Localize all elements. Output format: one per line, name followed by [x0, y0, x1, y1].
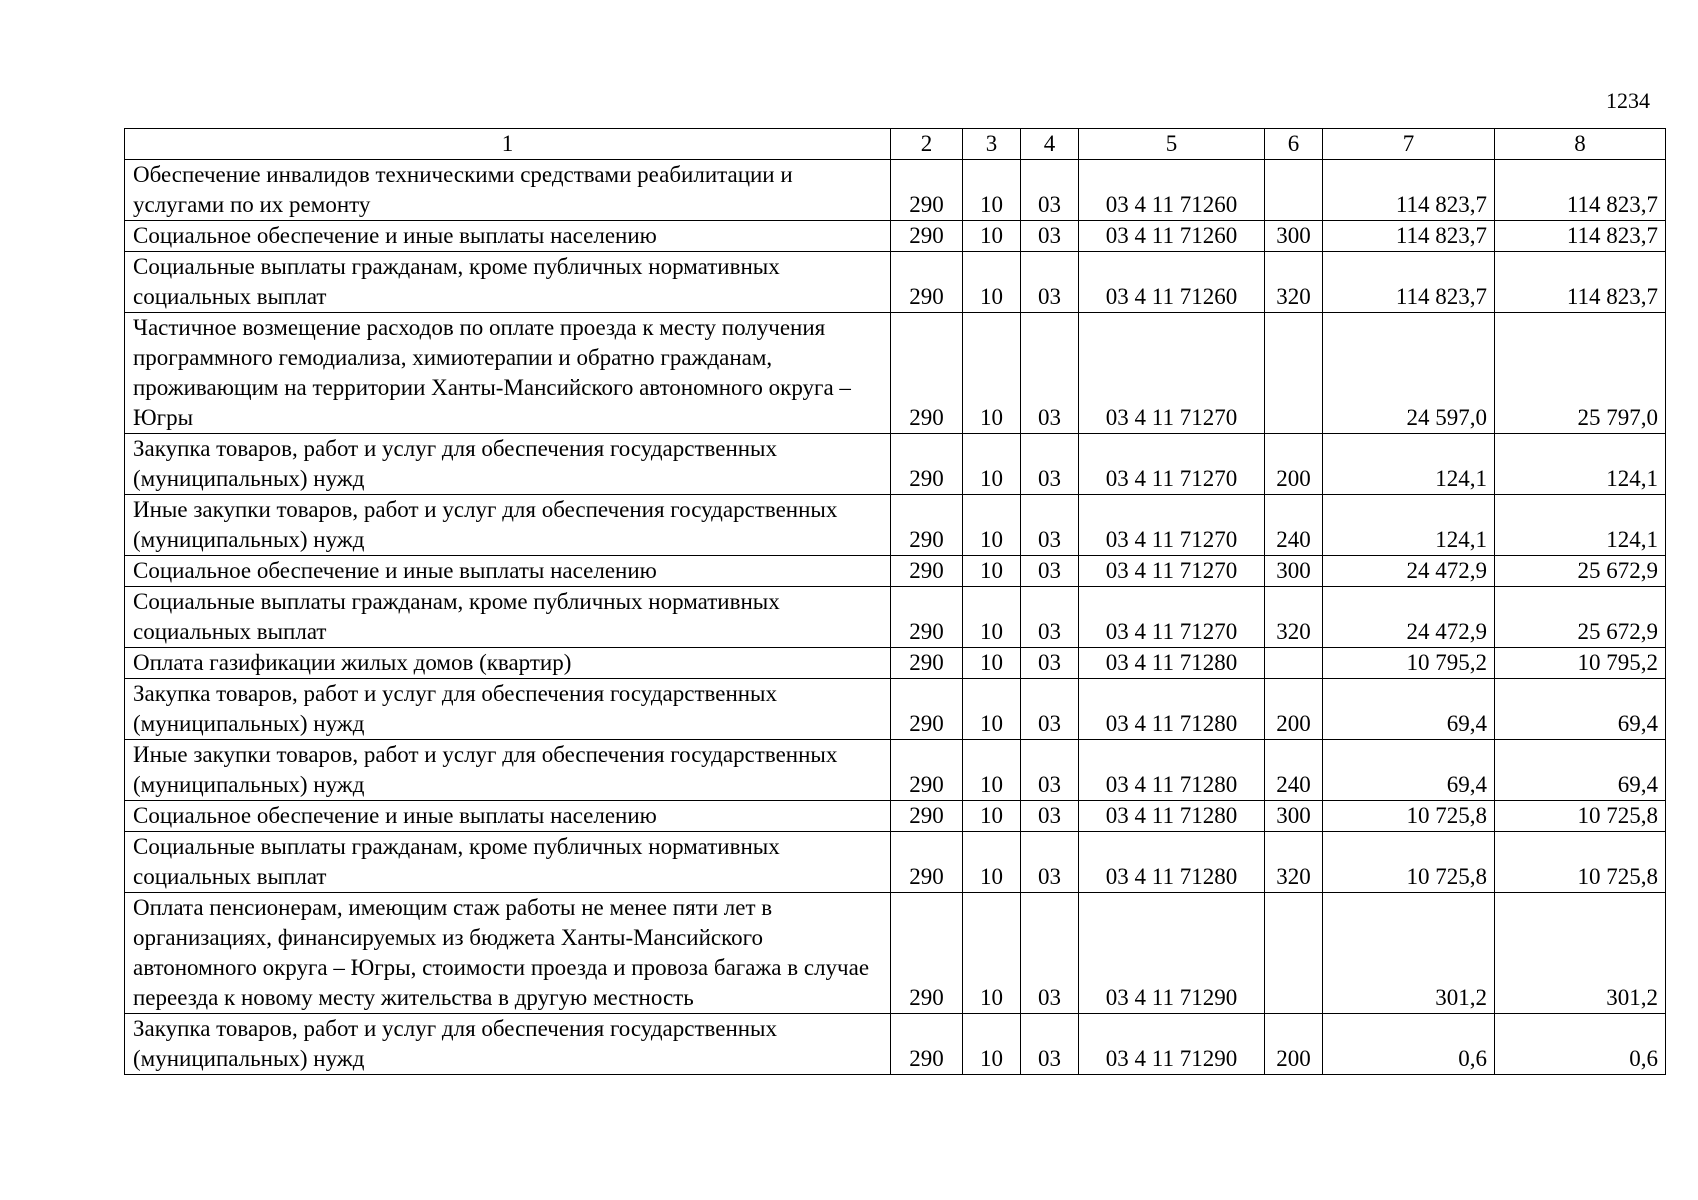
- amount-year-1: 124,1: [1323, 495, 1495, 556]
- column-header: 2: [891, 129, 963, 160]
- code-section: 10: [963, 434, 1021, 495]
- code-admin: 290: [891, 679, 963, 740]
- row-name: Иные закупки товаров, работ и услуг для обеспечения государственных (муниципальных) нужд: [125, 495, 891, 556]
- amount-year-2: 124,1: [1495, 434, 1666, 495]
- code-admin: 290: [891, 1014, 963, 1075]
- row-name: Оплата пенсионерам, имеющим стаж работы не менее пяти лет в организациях, финансируемых из бюджета Ханты-Мансийского автономного округа – Югры, стоимости проезда и провоза багажа в случае переезда к новому месту жительства в другую местность: [125, 893, 891, 1014]
- code-section: 10: [963, 556, 1021, 587]
- code-section: 10: [963, 648, 1021, 679]
- table-body: [125, 160, 1666, 1075]
- table-row: [125, 832, 1666, 893]
- amount-year-1: 24 597,0: [1323, 313, 1495, 434]
- table-header-row: [125, 129, 1666, 160]
- code-expense-type: [1265, 893, 1323, 1014]
- code-target: 03 4 11 71270: [1079, 313, 1265, 434]
- code-admin: 290: [891, 556, 963, 587]
- amount-year-1: 24 472,9: [1323, 556, 1495, 587]
- code-target: 03 4 11 71280: [1079, 648, 1265, 679]
- row-name: Социальные выплаты гражданам, кроме публичных нормативных социальных выплат: [125, 832, 891, 893]
- code-section: 10: [963, 832, 1021, 893]
- column-header: 1: [125, 129, 891, 160]
- row-name: Частичное возмещение расходов по оплате проезда к месту получения программного гемодиализа, химиотерапии и обратно гражданам, проживающим на территории Ханты-Мансийского автономного округа – Югры: [125, 313, 891, 434]
- code-subsection: 03: [1021, 252, 1079, 313]
- amount-year-1: 24 472,9: [1323, 587, 1495, 648]
- amount-year-1: 0,6: [1323, 1014, 1495, 1075]
- code-subsection: 03: [1021, 556, 1079, 587]
- row-name: Закупка товаров, работ и услуг для обеспечения государственных (муниципальных) нужд: [125, 434, 891, 495]
- page-number: 1234: [1606, 88, 1650, 113]
- code-admin: 290: [891, 587, 963, 648]
- code-subsection: 03: [1021, 587, 1079, 648]
- amount-year-2: 0,6: [1495, 1014, 1666, 1075]
- table-row: [125, 556, 1666, 587]
- code-section: 10: [963, 893, 1021, 1014]
- row-name: Социальное обеспечение и иные выплаты населению: [125, 556, 891, 587]
- code-expense-type: 200: [1265, 1014, 1323, 1075]
- code-subsection: 03: [1021, 740, 1079, 801]
- code-admin: 290: [891, 893, 963, 1014]
- code-expense-type: [1265, 313, 1323, 434]
- code-expense-type: 300: [1265, 221, 1323, 252]
- table-row: [125, 434, 1666, 495]
- amount-year-2: 114 823,7: [1495, 221, 1666, 252]
- table-row: [125, 313, 1666, 434]
- code-section: 10: [963, 679, 1021, 740]
- column-header: 7: [1323, 129, 1495, 160]
- table-row: [125, 160, 1666, 221]
- row-name: Социальные выплаты гражданам, кроме публичных нормативных социальных выплат: [125, 587, 891, 648]
- amount-year-2: 301,2: [1495, 893, 1666, 1014]
- amount-year-1: 114 823,7: [1323, 160, 1495, 221]
- amount-year-1: 124,1: [1323, 434, 1495, 495]
- table-row: [125, 679, 1666, 740]
- row-name: Социальное обеспечение и иные выплаты населению: [125, 801, 891, 832]
- code-section: 10: [963, 740, 1021, 801]
- amount-year-2: 25 672,9: [1495, 556, 1666, 587]
- code-target: 03 4 11 71270: [1079, 434, 1265, 495]
- amount-year-2: 114 823,7: [1495, 252, 1666, 313]
- amount-year-2: 10 795,2: [1495, 648, 1666, 679]
- code-section: 10: [963, 313, 1021, 434]
- code-target: 03 4 11 71290: [1079, 1014, 1265, 1075]
- table-row: [125, 221, 1666, 252]
- amount-year-1: 69,4: [1323, 679, 1495, 740]
- column-header: 4: [1021, 129, 1079, 160]
- table-row: [125, 495, 1666, 556]
- code-section: 10: [963, 587, 1021, 648]
- code-section: 10: [963, 801, 1021, 832]
- amount-year-2: 114 823,7: [1495, 160, 1666, 221]
- code-target: 03 4 11 71290: [1079, 893, 1265, 1014]
- amount-year-1: 69,4: [1323, 740, 1495, 801]
- code-target: 03 4 11 71260: [1079, 221, 1265, 252]
- column-header: 8: [1495, 129, 1666, 160]
- row-name: Социальное обеспечение и иные выплаты населению: [125, 221, 891, 252]
- code-section: 10: [963, 1014, 1021, 1075]
- code-admin: 290: [891, 495, 963, 556]
- budget-table: [124, 128, 1666, 1075]
- table-row: [125, 648, 1666, 679]
- code-subsection: 03: [1021, 893, 1079, 1014]
- code-admin: 290: [891, 648, 963, 679]
- code-target: 03 4 11 71270: [1079, 495, 1265, 556]
- code-admin: 290: [891, 313, 963, 434]
- code-admin: 290: [891, 434, 963, 495]
- code-admin: 290: [891, 832, 963, 893]
- amount-year-2: 25 797,0: [1495, 313, 1666, 434]
- code-subsection: 03: [1021, 1014, 1079, 1075]
- code-expense-type: 320: [1265, 587, 1323, 648]
- code-target: 03 4 11 71280: [1079, 740, 1265, 801]
- code-admin: 290: [891, 221, 963, 252]
- amount-year-1: 10 725,8: [1323, 801, 1495, 832]
- code-subsection: 03: [1021, 679, 1079, 740]
- code-expense-type: [1265, 160, 1323, 221]
- code-target: 03 4 11 71270: [1079, 587, 1265, 648]
- column-header: 6: [1265, 129, 1323, 160]
- code-subsection: 03: [1021, 313, 1079, 434]
- column-header: 3: [963, 129, 1021, 160]
- code-subsection: 03: [1021, 801, 1079, 832]
- amount-year-2: 69,4: [1495, 679, 1666, 740]
- code-admin: 290: [891, 801, 963, 832]
- amount-year-1: 10 725,8: [1323, 832, 1495, 893]
- code-subsection: 03: [1021, 648, 1079, 679]
- code-subsection: 03: [1021, 160, 1079, 221]
- amount-year-2: 124,1: [1495, 495, 1666, 556]
- code-subsection: 03: [1021, 434, 1079, 495]
- code-expense-type: 240: [1265, 495, 1323, 556]
- code-expense-type: 200: [1265, 434, 1323, 495]
- code-target: 03 4 11 71270: [1079, 556, 1265, 587]
- table-row: [125, 801, 1666, 832]
- code-expense-type: 200: [1265, 679, 1323, 740]
- code-section: 10: [963, 221, 1021, 252]
- code-expense-type: 300: [1265, 556, 1323, 587]
- code-subsection: 03: [1021, 495, 1079, 556]
- amount-year-1: 10 795,2: [1323, 648, 1495, 679]
- code-expense-type: [1265, 648, 1323, 679]
- code-target: 03 4 11 71260: [1079, 160, 1265, 221]
- table-row: [125, 1014, 1666, 1075]
- code-subsection: 03: [1021, 221, 1079, 252]
- code-section: 10: [963, 160, 1021, 221]
- amount-year-2: 25 672,9: [1495, 587, 1666, 648]
- row-name: Социальные выплаты гражданам, кроме публичных нормативных социальных выплат: [125, 252, 891, 313]
- code-target: 03 4 11 71280: [1079, 679, 1265, 740]
- amount-year-2: 10 725,8: [1495, 832, 1666, 893]
- code-expense-type: 320: [1265, 832, 1323, 893]
- row-name: Оплата газификации жилых домов (квартир): [125, 648, 891, 679]
- amount-year-1: 114 823,7: [1323, 252, 1495, 313]
- code-admin: 290: [891, 740, 963, 801]
- amount-year-1: 301,2: [1323, 893, 1495, 1014]
- code-expense-type: 240: [1265, 740, 1323, 801]
- amount-year-1: 114 823,7: [1323, 221, 1495, 252]
- row-name: Обеспечение инвалидов техническими средствами реабилитации и услугами по их ремонту: [125, 160, 891, 221]
- code-target: 03 4 11 71280: [1079, 801, 1265, 832]
- code-target: 03 4 11 71260: [1079, 252, 1265, 313]
- row-name: Иные закупки товаров, работ и услуг для обеспечения государственных (муниципальных) нужд: [125, 740, 891, 801]
- amount-year-2: 10 725,8: [1495, 801, 1666, 832]
- code-section: 10: [963, 252, 1021, 313]
- code-admin: 290: [891, 252, 963, 313]
- table-row: [125, 740, 1666, 801]
- code-expense-type: 320: [1265, 252, 1323, 313]
- row-name: Закупка товаров, работ и услуг для обеспечения государственных (муниципальных) нужд: [125, 679, 891, 740]
- table-row: [125, 587, 1666, 648]
- code-admin: 290: [891, 160, 963, 221]
- code-section: 10: [963, 495, 1021, 556]
- code-subsection: 03: [1021, 832, 1079, 893]
- code-expense-type: 300: [1265, 801, 1323, 832]
- amount-year-2: 69,4: [1495, 740, 1666, 801]
- row-name: Закупка товаров, работ и услуг для обеспечения государственных (муниципальных) нужд: [125, 1014, 891, 1075]
- table-row: [125, 893, 1666, 1014]
- column-header: 5: [1079, 129, 1265, 160]
- code-target: 03 4 11 71280: [1079, 832, 1265, 893]
- table-row: [125, 252, 1666, 313]
